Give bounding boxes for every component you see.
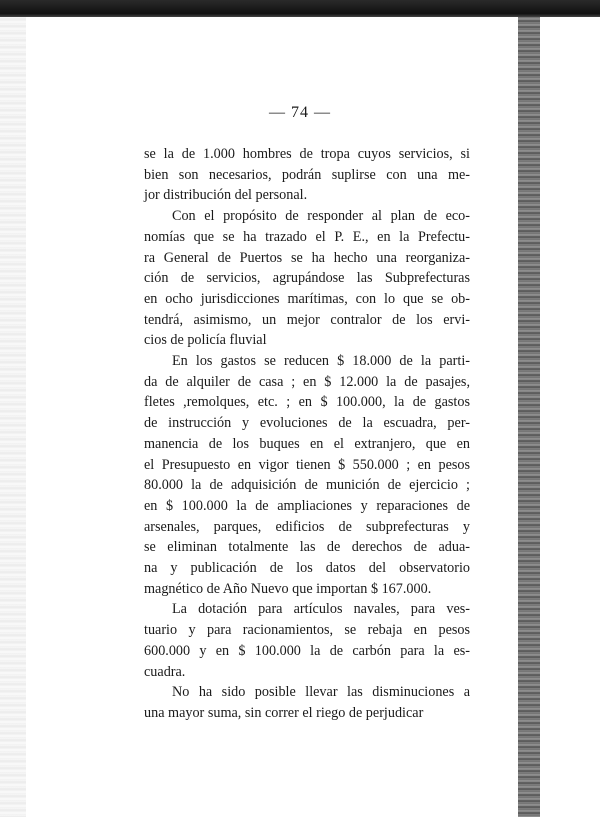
text-line: fletes ,remolques, etc. ; en $ 100.000, la de gastos xyxy=(144,394,470,411)
text-line: cios de policía fluvial xyxy=(144,332,267,349)
text-line: tendrá, asimismo, un mejor contralor de los ervi- xyxy=(144,311,470,328)
text-line: se eliminan totalmente las de derechos de adua- xyxy=(144,539,470,556)
paragraph xyxy=(144,351,470,599)
text-line: Con el propósito de responder al plan de eco- xyxy=(172,208,470,225)
text-line: La dotación para artículos navales, para ves- xyxy=(172,601,470,618)
text-line: el Presupuesto en vigor tienen $ 550.000 ; en pesos xyxy=(144,456,470,473)
paragraph xyxy=(144,682,470,723)
paragraph xyxy=(144,206,470,351)
text-line: na y publicación de los datos del observatorio xyxy=(144,560,470,577)
text-line: en ocho jurisdicciones marítimas, con lo que se ob- xyxy=(144,290,470,307)
text-line: se la de 1.000 hombres de tropa cuyos servicios, si xyxy=(144,146,470,162)
text-line: una mayor suma, sin correr el riego de perjudicar xyxy=(144,704,424,721)
scan-binding-edge xyxy=(518,17,540,817)
scan-left-edge xyxy=(0,17,26,817)
text-line: No ha sido posible llevar las disminuciones a xyxy=(172,684,470,701)
scan-top-edge xyxy=(0,0,600,17)
text-line: magnético de Año Nuevo que importan $ 167.000. xyxy=(144,580,432,597)
text-line: bien son necesarios, podrán suplirse con una me- xyxy=(144,166,470,183)
text-line: da de alquiler de casa ; en $ 12.000 la de pasajes, xyxy=(144,373,470,390)
text-line: 600.000 y en $ 100.000 la de carbón para la es- xyxy=(144,642,470,659)
scan-right-margin xyxy=(540,17,600,817)
text-line: tuario y para racionamientos, se rebaja en pesos xyxy=(144,622,470,639)
text-line: en $ 100.000 la de ampliaciones y reparaciones de xyxy=(144,497,470,514)
text-line: de instrucción y evoluciones de la escuadra, per- xyxy=(144,415,470,432)
text-line: En los gastos se reducen $ 18.000 de la parti- xyxy=(172,353,470,370)
text-line: ción de servicios, agrupándose las Subprefecturas xyxy=(144,270,470,287)
text-line: arsenales, parques, edificios de subprefecturas y xyxy=(144,518,470,535)
text-line: nomías que se ha trazado el P. E., en la Prefectu- xyxy=(144,228,470,245)
text-line: jor distribución del personal. xyxy=(144,187,308,204)
page-number: — 74 — xyxy=(269,104,331,121)
text-line: cuadra. xyxy=(144,663,186,680)
text-line: manencia de los buques en el extranjero, que en xyxy=(144,435,470,452)
text-line: 80.000 la de adquisición de munición de ejercicio ; xyxy=(144,477,470,494)
paragraph xyxy=(144,599,470,682)
body-text xyxy=(144,144,470,724)
paragraph xyxy=(144,144,470,206)
text-line: ra General de Puertos se ha hecho una reorganiza- xyxy=(144,249,470,266)
